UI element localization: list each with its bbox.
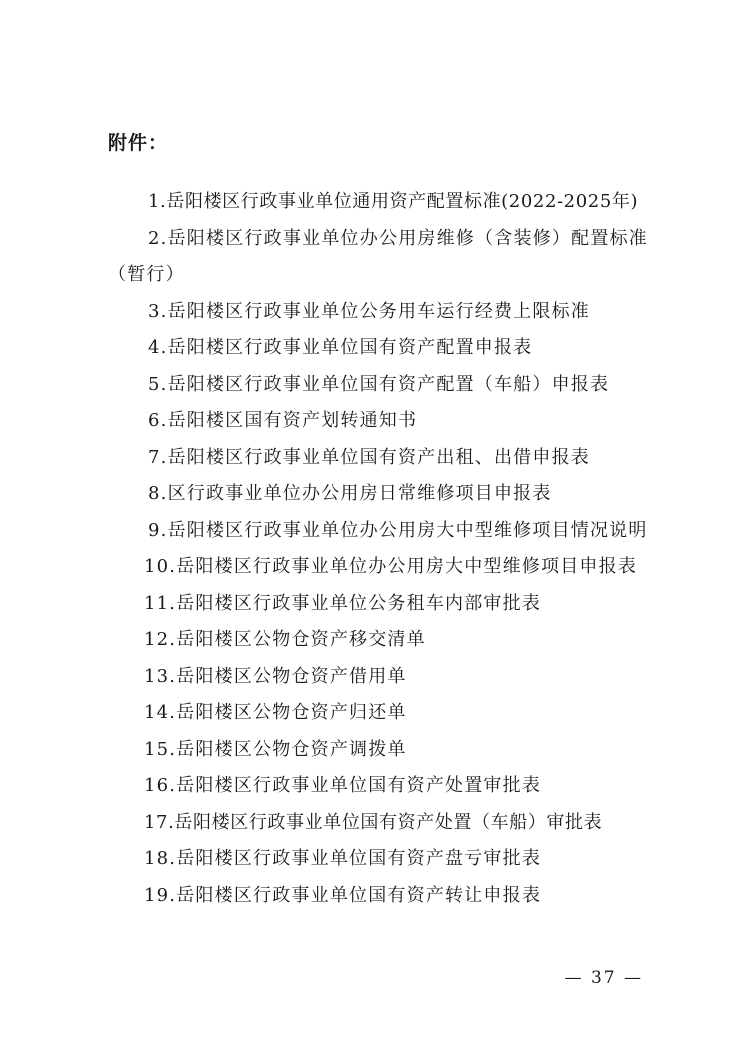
list-item: 8.区行政事业单位办公用房日常维修项目申报表 [148, 483, 552, 504]
list-item: 6.岳阳楼区国有资产划转通知书 [148, 410, 418, 431]
list-item: 4.岳阳楼区行政事业单位国有资产配置申报表 [148, 337, 533, 358]
list-item: 14.岳阳楼区公物仓资产归还单 [144, 702, 407, 723]
list-item: 3.岳阳楼区行政事业单位公务用车运行经费上限标准 [148, 300, 590, 322]
list-item: 9.岳阳楼区行政事业单位办公用房大中型维修项目情况说明 [148, 519, 648, 541]
list-item: 10.岳阳楼区行政事业单位办公用房大中型维修项目申报表 [144, 556, 638, 577]
list-item: 11.岳阳楼区行政事业单位公务租车内部审批表 [144, 592, 542, 614]
attachment-list [108, 184, 648, 914]
list-item: 15.岳阳楼区公物仓资产调拨单 [144, 738, 407, 760]
list-item: 2.岳阳楼区行政事业单位办公用房维修（含装修）配置标准（暂行） [108, 227, 648, 285]
list-item: 12.岳阳楼区公物仓资产移交清单 [144, 629, 426, 650]
list-item: 19.岳阳楼区行政事业单位国有资产转让申报表 [144, 884, 542, 906]
list-item: 1.岳阳楼区行政事业单位通用资产配置标准(2022-2025年) [148, 191, 639, 212]
page-number: — 37 — [564, 968, 643, 988]
list-item: 18.岳阳楼区行政事业单位国有资产盘亏审批表 [144, 848, 542, 869]
list-item: 5.岳阳楼区行政事业单位国有资产配置（车船）申报表 [148, 373, 610, 395]
list-item: 16.岳阳楼区行政事业单位国有资产处置审批表 [144, 775, 542, 796]
list-item: 7.岳阳楼区行政事业单位国有资产出租、出借申报表 [148, 446, 590, 468]
attachment-heading: 附件： [108, 132, 169, 154]
list-item: 13.岳阳楼区公物仓资产借用单 [144, 665, 407, 687]
list-item: 17.岳阳楼区行政事业单位国有资产处置（车船）审批表 [144, 811, 603, 833]
